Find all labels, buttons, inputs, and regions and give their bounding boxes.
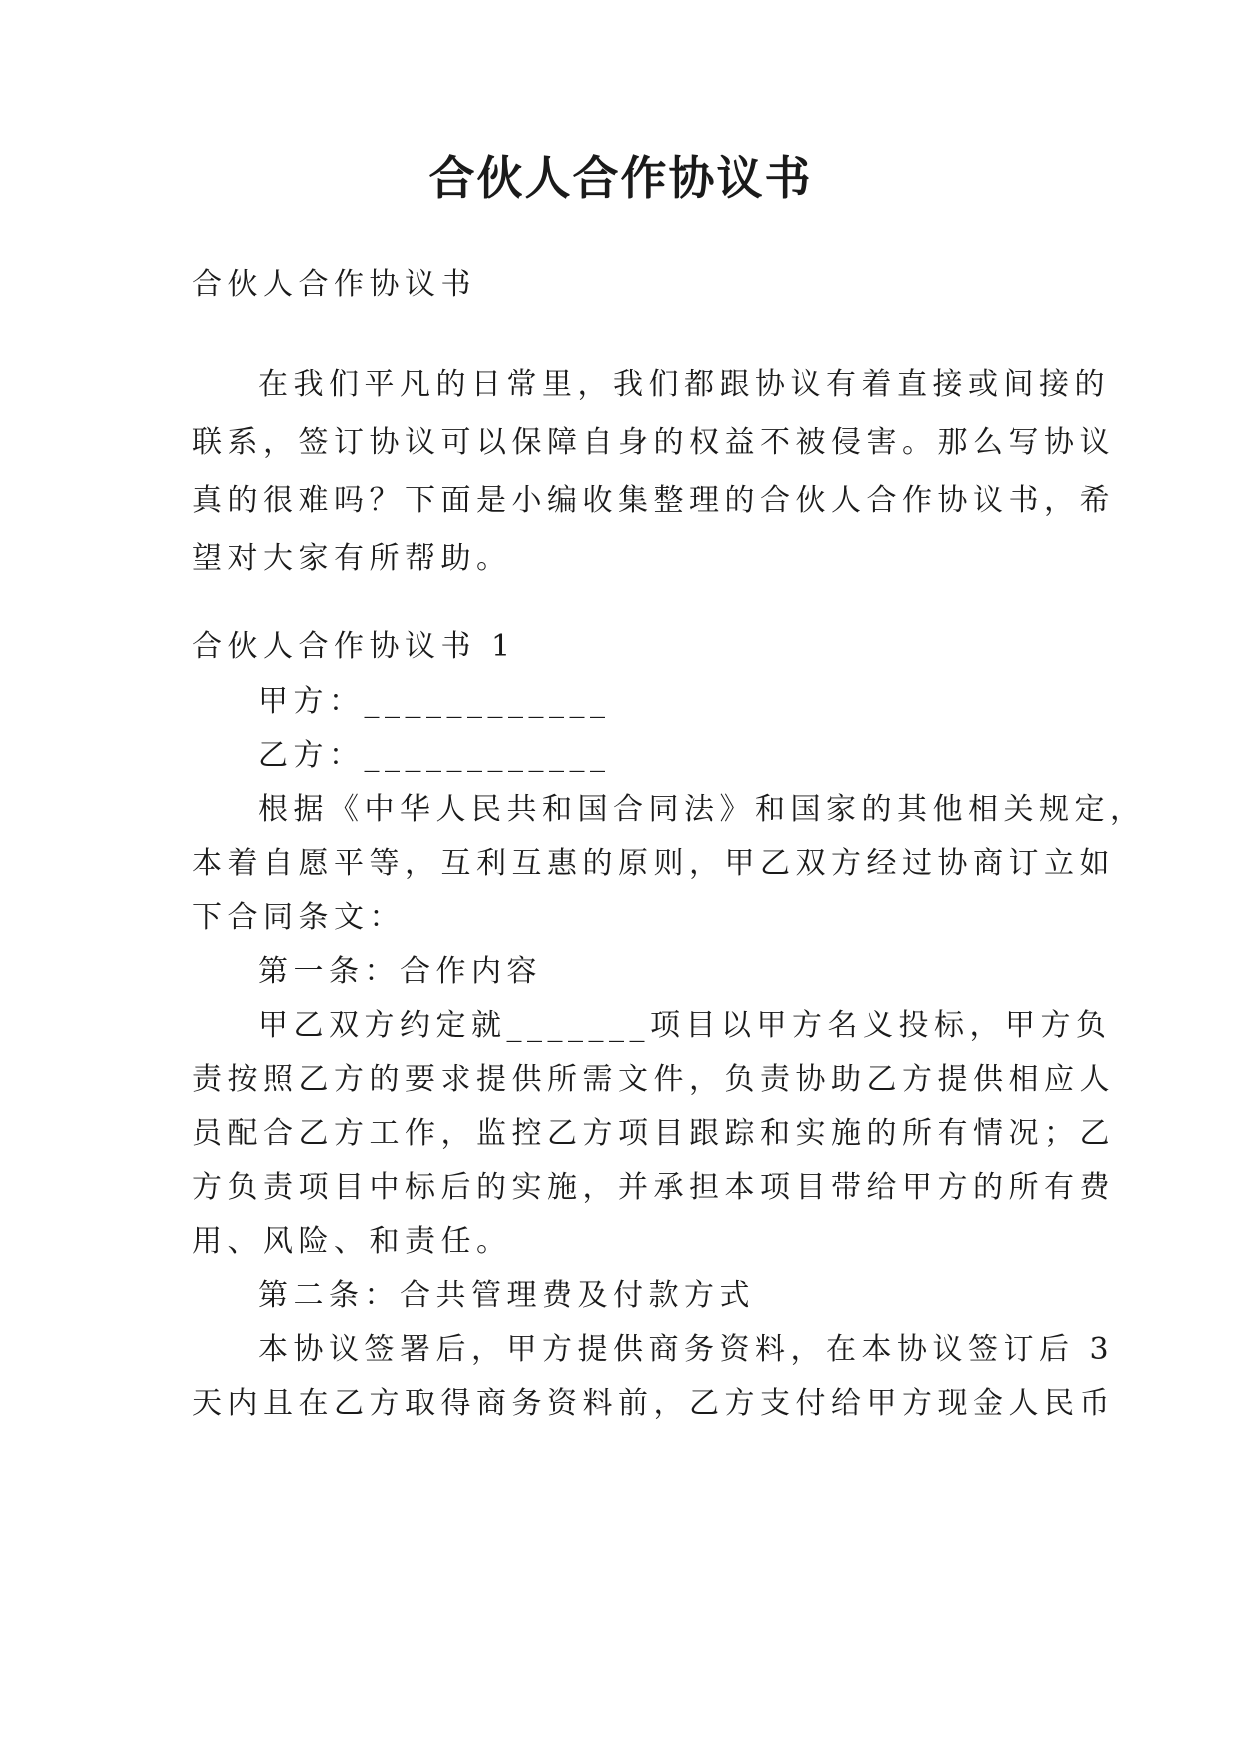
- basis-line: 下合同条文：: [192, 900, 405, 935]
- article1-line: 责按照乙方的要求提供所需文件，负责协助乙方提供相应人: [192, 1062, 1115, 1097]
- article1-line: 方负责项目中标后的实施，并承担本项目带给甲方的所有费: [192, 1170, 1115, 1205]
- document-title: 合伙人合作协议书: [428, 151, 813, 205]
- article2-line: 本协议签署后，甲方提供商务资料，在本协议签订后 3: [258, 1332, 1115, 1367]
- intro-line: 望对大家有所帮助。: [192, 541, 512, 576]
- article1-line: 用、风险、和责任。: [192, 1224, 512, 1259]
- intro-line: 真的很难吗？下面是小编收集整理的合伙人合作协议书，希: [192, 483, 1115, 518]
- basis-line: 本着自愿平等，互利互惠的原则，甲乙双方经过协商订立如: [192, 846, 1115, 881]
- article2-line: 天内且在乙方取得商务资料前，乙方支付给甲方现金人民币: [192, 1386, 1115, 1421]
- document-subtitle: 合伙人合作协议书: [192, 267, 476, 302]
- section-heading: 合伙人合作协议书 1: [192, 629, 516, 664]
- article2-heading: 第二条：合共管理费及付款方式: [258, 1278, 755, 1313]
- party-b-line: 乙方：____________: [258, 738, 611, 773]
- article1-heading: 第一条：合作内容: [258, 954, 542, 989]
- article1-line: 甲乙双方约定就_______项目以甲方名义投标，甲方负: [258, 1008, 1112, 1043]
- intro-line: 在我们平凡的日常里，我们都跟协议有着直接或间接的: [258, 367, 1110, 402]
- intro-line: 联系，签订协议可以保障自身的权益不被侵害。那么写协议: [192, 425, 1115, 460]
- basis-line: 根据《中华人民共和国合同法》和国家的其他相关规定，: [258, 792, 1146, 827]
- article1-line: 员配合乙方工作，监控乙方项目跟踪和实施的所有情况；乙: [192, 1116, 1115, 1151]
- party-a-line: 甲方：____________: [258, 684, 611, 719]
